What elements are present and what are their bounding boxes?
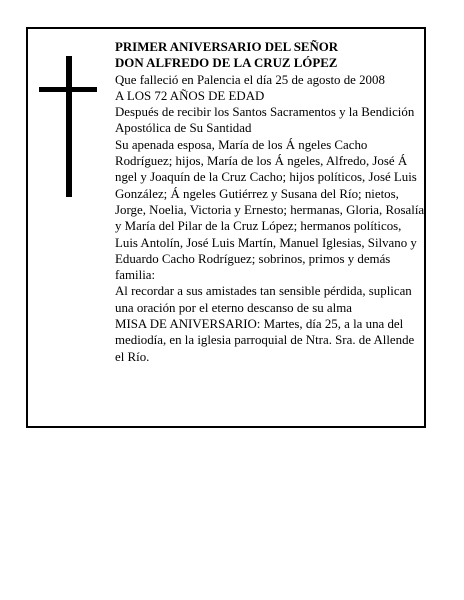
sacraments-text: Después de recibir los Santos Sacramentos y la Bendición Apostólica de Su Santidad: [115, 105, 415, 136]
notice-text: [115, 39, 425, 365]
prayer-request: Al recordar a sus amistades tan sensible pérdida, suplican una oración por el eterno descanso de su alma: [115, 284, 412, 315]
death-info: Que falleció en Palencia el día 25 de agosto de 2008: [115, 72, 385, 87]
cross-icon-crossbar: [39, 87, 97, 92]
age-line: A LOS 72 AÑOS DE EDAD: [115, 88, 265, 103]
mass-info: MISA DE ANIVERSARIO: Martes, día 25, a la una del mediodía, en la iglesia parroquial de Ntra. Sra. de Allende el Río.: [115, 317, 415, 364]
obituary-notice: [26, 27, 426, 428]
title-line-2: DON ALFREDO DE LA CRUZ LÓPEZ: [115, 56, 338, 71]
cross-icon: [66, 56, 72, 197]
title-line-1: PRIMER ANIVERSARIO DEL SEÑOR: [115, 40, 339, 54]
family-list: Su apenada esposa, María de los Á ngeles Cacho Rodríguez; hijos, María de los Á ngeles, Alfredo, José Á ngel y Joaquín de la Cruz Cacho; hijos políticos, José Luis González; Á ngeles Gutiérrez y Susana del Río; nietos, Jorge, Noelia, Victoria y Ernesto; hermanas, Gloria, Rosalía y María del Pilar de la Cruz López; hermanos políticos, Luis Antolín, José Luis Martín, Manuel Iglesias, Silvano y Eduardo Cacho Rodríguez; sobrinos, primos y demás familia:: [115, 137, 425, 283]
